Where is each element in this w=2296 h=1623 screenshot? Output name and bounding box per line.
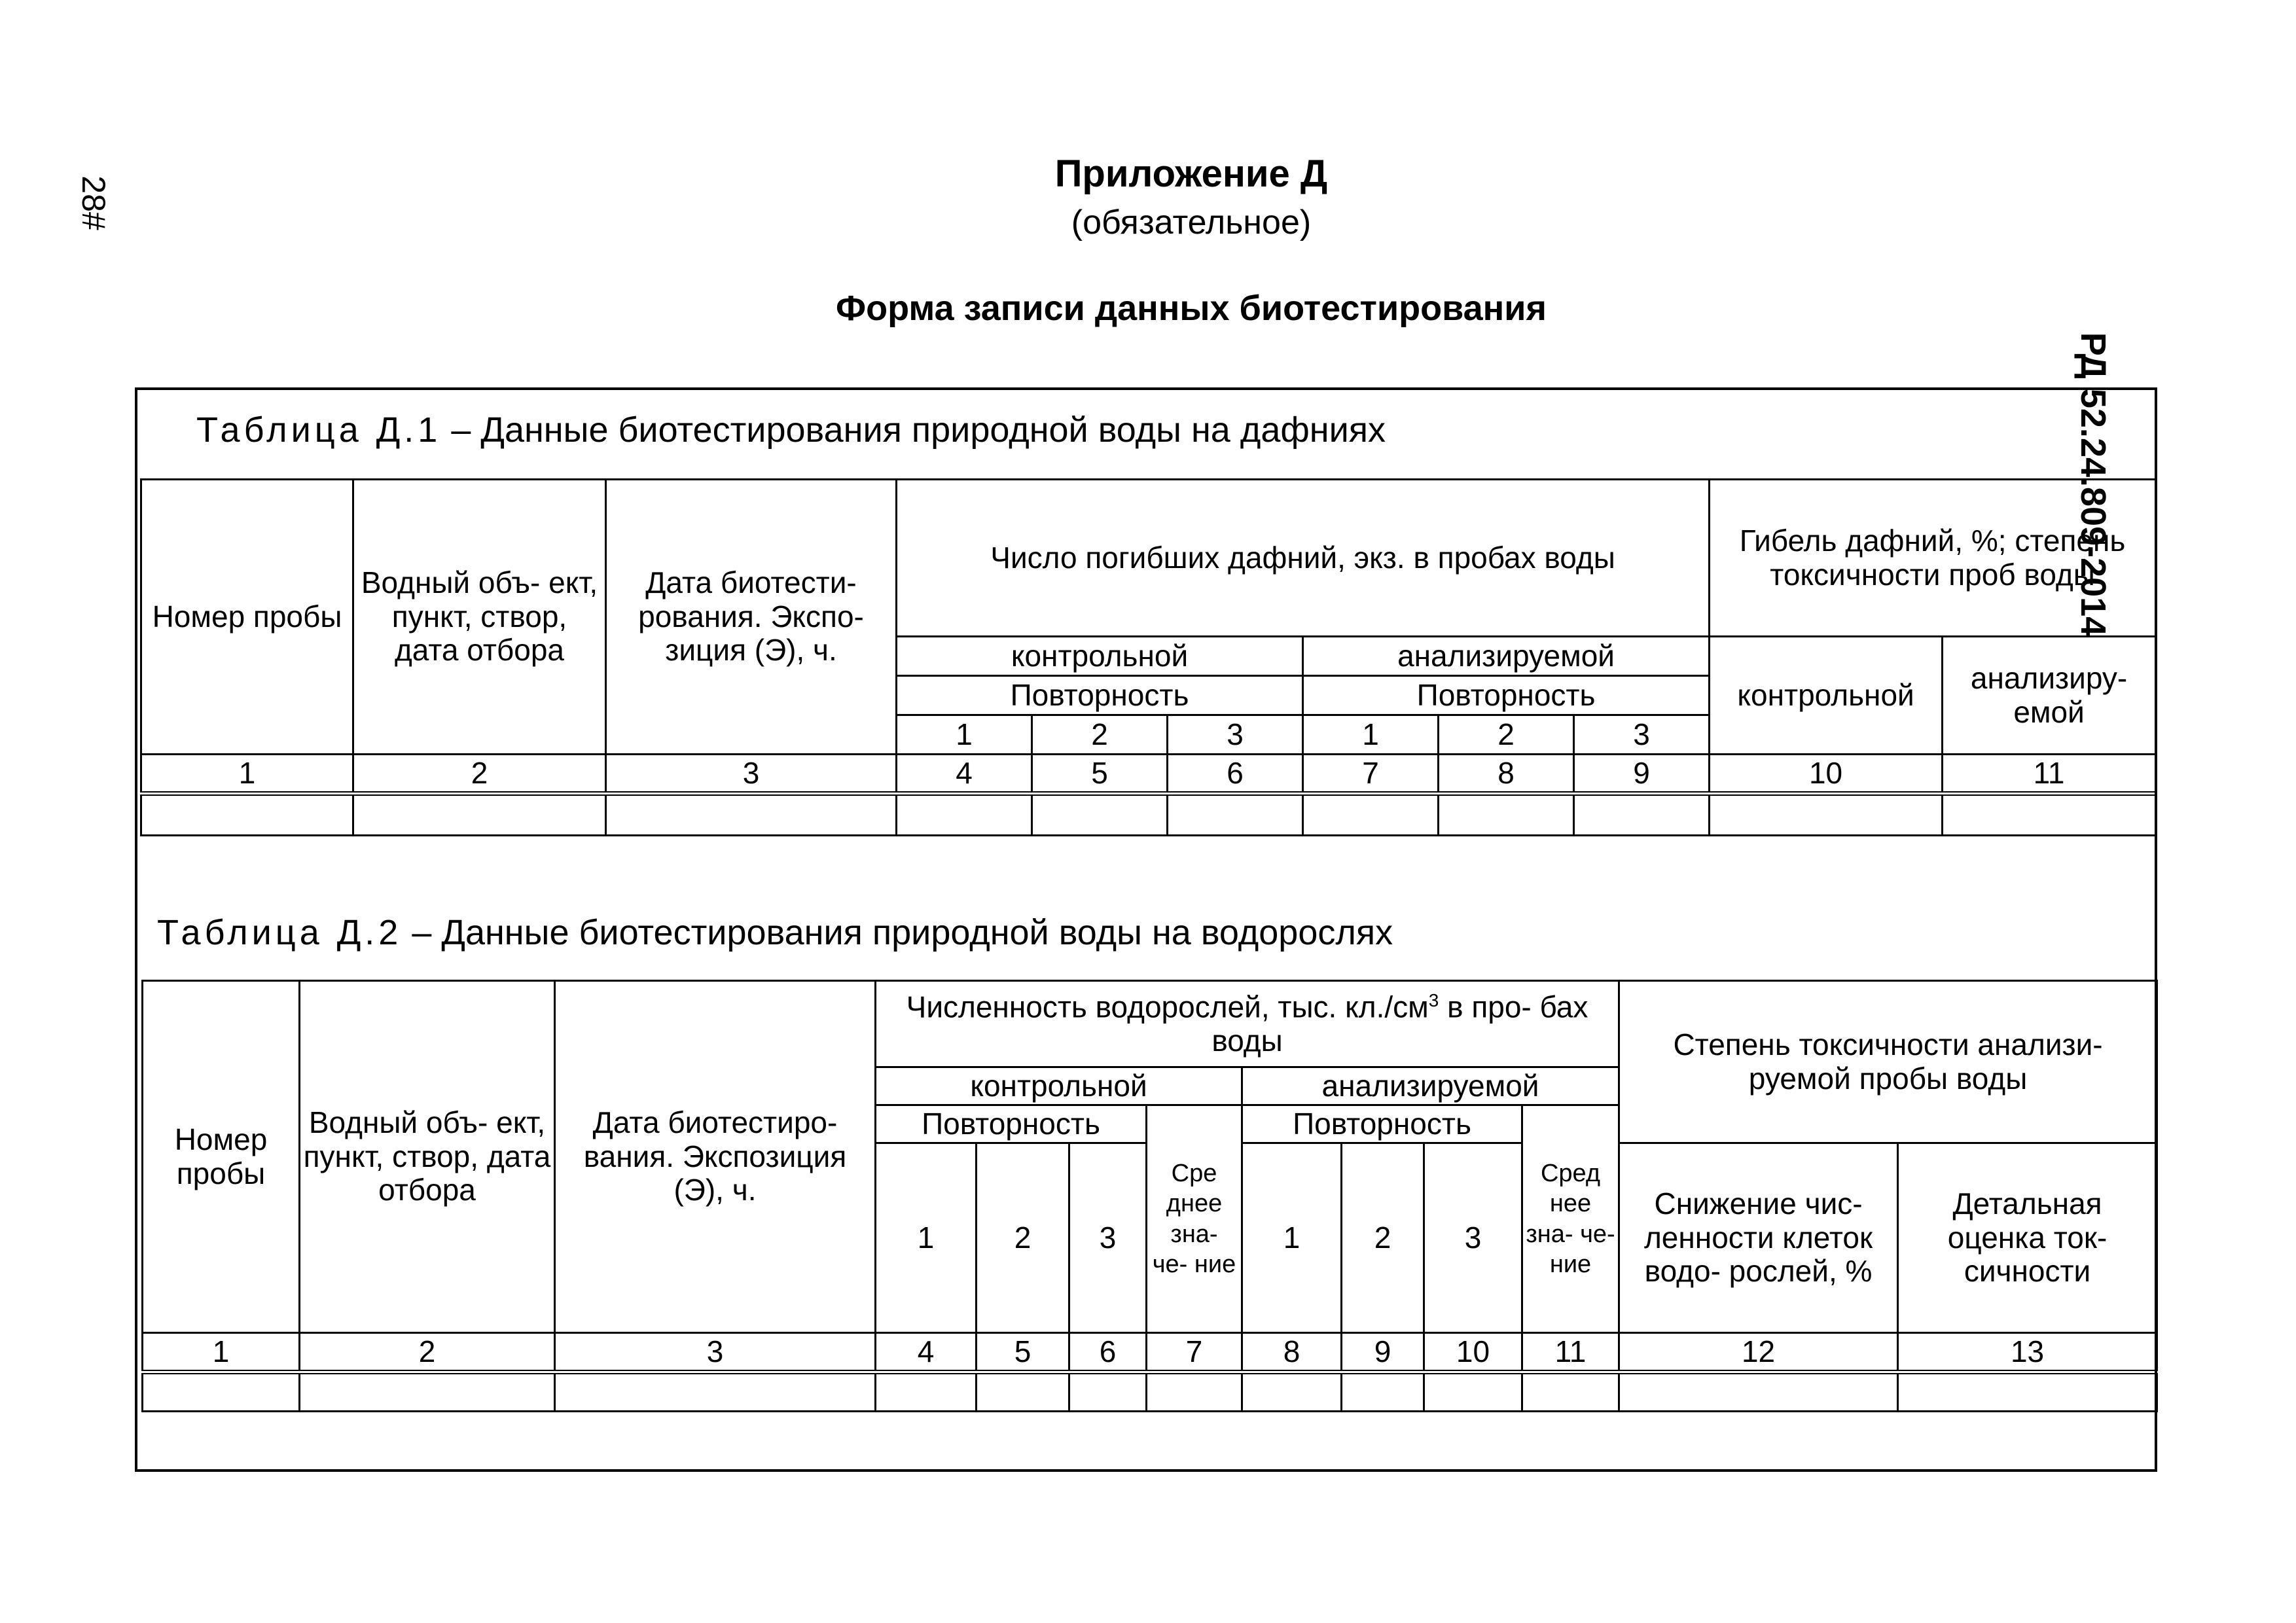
t2-header-mean-analyzed: Сред нее зна- че- ние [1522,1105,1619,1333]
t2-column-number: 6 [1069,1333,1147,1372]
t2-column-number: 9 [1342,1333,1424,1372]
t2-header-repeat-analyzed: Повторность [1242,1105,1522,1143]
t1-header-water-object: Водный объ- ект, пункт, створ, дата отбора [353,480,606,755]
t2-column-number: 7 [1147,1333,1242,1372]
t1-repeat-number: 3 [1168,715,1303,755]
t1-data-cell [606,794,897,836]
t1-column-number: 10 [1710,755,1943,794]
t2-data-cell [300,1372,555,1412]
t1-column-number: 4 [897,755,1032,794]
t2-header-water-object: Водный объ- ект, пункт, створ, дата отбора [300,981,555,1333]
t2-column-number: 3 [555,1333,876,1372]
t2-repeat-number: 3 [1069,1143,1147,1333]
t2-column-number: 8 [1242,1333,1342,1372]
table1-caption-text: – Данные биотестирования природной воды на дафниях [441,410,1386,450]
table2-caption-prefix: Таблица Д.2 [157,913,403,952]
t2-column-number: 1 [143,1333,300,1372]
t2-data-cell [1069,1372,1147,1412]
t1-column-number: 2 [353,755,606,794]
t1-column-number: 3 [606,755,897,794]
t2-data-cell [1898,1372,2157,1412]
t1-repeat-number: 1 [1303,715,1439,755]
t1-data-cell [1439,794,1574,836]
t1-header-repeat-control: Повторность [897,676,1303,715]
t1-header-mortality: Гибель дафний, %; степень токсичности проб воды [1710,480,2156,637]
document-code: РД 52.24.809-2014 [2073,332,2113,637]
t1-column-number: 7 [1303,755,1439,794]
t2-data-row [143,1372,2157,1412]
t1-column-number: 6 [1168,755,1303,794]
t2-repeat-number: 1 [876,1143,977,1333]
t2-header-algae-count-a: Численность водорослей, тыс. кл./см [906,990,1429,1024]
t1-column-number: 11 [1943,755,2156,794]
t1-data-cell [1168,794,1303,836]
t1-header-mortality-control: контрольной [1710,637,1943,755]
t1-data-cell [353,794,606,836]
t2-data-cell [1147,1372,1242,1412]
t2-repeat-number: 2 [1342,1143,1424,1333]
t2-header-control: контрольной [876,1067,1242,1105]
t1-header-dead-count: Число погибших дафний, экз. в пробах воды [897,480,1710,637]
t2-column-number: 12 [1619,1333,1898,1372]
t1-column-number: 9 [1574,755,1710,794]
t1-data-cell [1574,794,1710,836]
t2-repeat-number: 2 [977,1143,1069,1333]
table1-daphnia [140,478,2157,836]
t1-column-number-row [141,755,2156,794]
t1-repeat-number: 1 [897,715,1032,755]
form-title: Форма записи данных биотестирования [836,289,1547,328]
t1-header-sample-number: Номер пробы [141,480,353,755]
t1-header-mortality-analyzed: анализиру- емой [1943,637,2156,755]
t2-header-detailed: Детальная оценка ток- сичности [1898,1143,2157,1333]
t2-header-reduction: Снижение чис- ленности клеток водо- рослей, % [1619,1143,1898,1333]
t1-data-cell [1303,794,1439,836]
t2-header-repeat-control: Повторность [876,1105,1147,1143]
t1-data-cell [141,794,353,836]
t2-data-cell [143,1372,300,1412]
t2-header-algae-count-sup: 3 [1428,990,1439,1010]
t1-column-number: 1 [141,755,353,794]
t2-data-cell [876,1372,977,1412]
t2-data-cell [1242,1372,1342,1412]
t1-repeat-number: 3 [1574,715,1710,755]
table1-caption [196,410,1386,450]
form-frame [135,387,2157,1472]
t2-column-number: 2 [300,1333,555,1372]
t2-data-cell [1619,1372,1898,1412]
t2-column-number: 11 [1522,1333,1619,1372]
t2-column-number-row [143,1333,2157,1372]
appendix-title: Приложение Д [1054,152,1328,195]
t2-header-algae-count-b: в про- бах воды [1211,990,1588,1058]
t2-data-cell [977,1372,1069,1412]
t1-repeat-number: 2 [1032,715,1168,755]
table2-caption [157,912,1393,953]
t2-data-cell [555,1372,876,1412]
t2-header-test-date: Дата биотестиро- вания. Экспозиция (Э), ч. [555,981,876,1333]
appendix-status: (обязательное) [1071,204,1312,241]
t2-header-analyzed: анализируемой [1242,1067,1619,1105]
t2-header-algae-count [876,981,1619,1067]
table2-algae [141,980,2158,1412]
t1-header-repeat-analyzed: Повторность [1303,676,1710,715]
t1-column-number: 8 [1439,755,1574,794]
t1-data-cell [1943,794,2156,836]
t1-header-control: контрольной [897,637,1303,676]
t1-repeat-number: 2 [1439,715,1574,755]
t2-data-cell [1522,1372,1619,1412]
t2-header-mean-control: Сре днее зна- че- ние [1147,1105,1242,1333]
table2-caption-text: – Данные биотестирования природной воды на водорослях [402,913,1393,952]
t1-data-row [141,794,2156,836]
t1-data-cell [1710,794,1943,836]
t2-data-cell [1342,1372,1424,1412]
table1-caption-prefix: Таблица Д.1 [196,410,442,450]
t2-repeat-number: 1 [1242,1143,1342,1333]
page-number: 28# [75,175,112,230]
t2-column-number: 4 [876,1333,977,1372]
t1-data-cell [1032,794,1168,836]
t2-column-number: 13 [1898,1333,2157,1372]
t1-header-analyzed: анализируемой [1303,637,1710,676]
t2-column-number: 5 [977,1333,1069,1372]
t1-data-cell [897,794,1032,836]
t2-column-number: 10 [1424,1333,1522,1372]
t2-repeat-number: 3 [1424,1143,1522,1333]
t1-header-test-date: Дата биотести- рования. Экспо- зиция (Э), ч. [606,480,897,755]
t2-data-cell [1424,1372,1522,1412]
t2-header-toxicity: Степень токсичности анализи- руемой пробы воды [1619,981,2157,1143]
t1-column-number: 5 [1032,755,1168,794]
t2-header-sample-number: Номер пробы [143,981,300,1333]
